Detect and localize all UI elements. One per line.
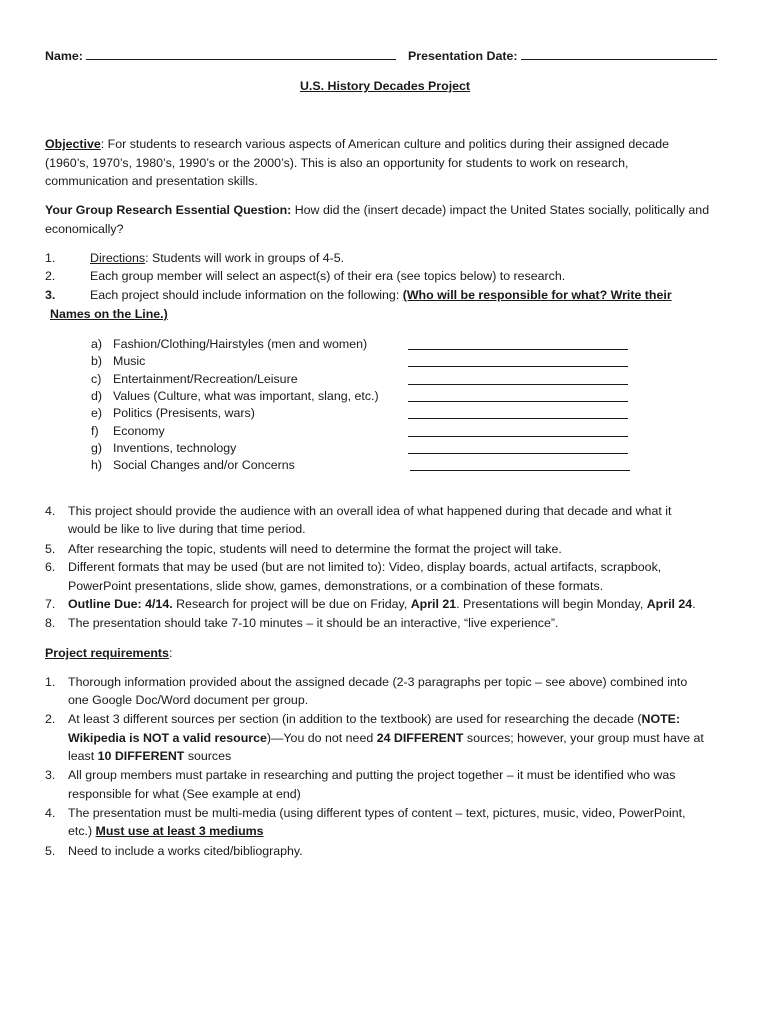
req-4-line-1: The presentation must be multi-media (using different types of content – text, pictures, music, video, PowerPoint, bbox=[68, 806, 686, 820]
research-due-date: April 21 bbox=[410, 597, 457, 611]
topic-item: Social Changes and/or Concerns bbox=[113, 458, 295, 473]
step-5: After researching the topic, students will need to determine the format the project will take. bbox=[68, 542, 562, 556]
req-4-line-2: etc.) Must use at least 3 mediums bbox=[68, 824, 264, 838]
step-6-number: 6. bbox=[45, 560, 56, 574]
req-1-number: 1. bbox=[45, 675, 56, 689]
essential-question-line-1: Your Group Research Essential Question: How did the (insert decade) impact the United States socially, politically and bbox=[45, 203, 710, 217]
step-8-number: 8. bbox=[45, 616, 56, 630]
step-7: Outline Due: 4/14. Research for project will be due on Friday, April 21. Presentations will begin Monday, April 24. bbox=[68, 597, 696, 611]
responsible-note-line-2: Names on the Line.) bbox=[50, 307, 168, 321]
essential-question-line-2: economically? bbox=[45, 222, 124, 236]
presentation-start-date: April 24 bbox=[646, 597, 693, 611]
req-2-line-1: At least 3 different sources per section (in addition to the textbook) are used for researching the decade (NOTE: bbox=[68, 712, 681, 726]
responsible-name-blank[interactable] bbox=[408, 407, 628, 419]
req-3-line-1: All group members must partake in researching and putting the project together – it must be identified who was bbox=[68, 768, 676, 782]
presentation-date-line bbox=[408, 48, 717, 64]
step-1-number: 1. bbox=[45, 251, 56, 265]
topic-letter: e) bbox=[91, 406, 103, 421]
presentation-date-blank[interactable] bbox=[521, 48, 717, 60]
req-2-line-3: least 10 DIFFERENT sources bbox=[68, 749, 232, 763]
step-6-line-1: Different formats that may be used (but are not limited to): Video, display boards, actual artifacts, scrapbook, bbox=[68, 560, 662, 574]
step-4-number: 4. bbox=[45, 504, 56, 518]
topic-letter: h) bbox=[91, 458, 103, 473]
directions-label: Directions bbox=[90, 251, 146, 265]
topic-letter: d) bbox=[91, 388, 103, 403]
req-5: Need to include a works cited/bibliography. bbox=[68, 844, 303, 858]
responsible-name-blank[interactable] bbox=[408, 442, 628, 454]
topic-item: Values (Culture, what was important, slang, etc.) bbox=[113, 388, 379, 403]
req-1-line-1: Thorough information provided about the assigned decade (2-3 paragraphs per topic – see above) combined into bbox=[68, 675, 688, 689]
step-8: The presentation should take 7-10 minutes – it should be an interactive, “live experience”. bbox=[68, 616, 559, 630]
responsible-name-blank[interactable] bbox=[408, 425, 628, 437]
objective-line-2: (1960’s, 1970’s, 1980’s, 1990’s or the 2000’s). This is also an opportunity for students to work on research, bbox=[45, 156, 629, 170]
topic-letter: a) bbox=[91, 337, 103, 351]
topic-letter: c) bbox=[91, 371, 102, 386]
topic-item: Entertainment/Recreation/Leisure bbox=[113, 371, 298, 386]
topic-letter: f) bbox=[91, 423, 99, 438]
req-5-number: 5. bbox=[45, 844, 56, 858]
step-3-number: 3. bbox=[45, 288, 56, 302]
topic-letter: g) bbox=[91, 440, 103, 455]
presentation-date-label: Presentation Date: bbox=[408, 49, 518, 63]
responsible-name-blank[interactable] bbox=[408, 355, 628, 367]
mediums-requirement: Must use at least 3 mediums bbox=[95, 824, 264, 838]
topic-item: Music bbox=[113, 354, 146, 369]
requirements-heading: Project requirements: bbox=[45, 646, 173, 660]
step-3: Each project should include information on the following: (Who will be responsible for what? Write their bbox=[90, 288, 672, 302]
responsible-name-blank[interactable] bbox=[408, 390, 628, 402]
name-line bbox=[45, 48, 396, 64]
name-label: Name: bbox=[45, 49, 83, 63]
topic-item: Fashion/Clothing/Hairstyles (men and women) bbox=[113, 337, 368, 351]
req-3-number: 3. bbox=[45, 768, 56, 782]
req-2-line-2: Wikipedia is NOT a valid resource)—You do not need 24 DIFFERENT sources; however, your group must have at bbox=[68, 731, 704, 745]
responsible-name-blank[interactable] bbox=[408, 338, 628, 350]
responsible-note: (Who will be responsible for what? Write their bbox=[402, 288, 672, 302]
objective-line-3: communication and presentation skills. bbox=[45, 174, 258, 188]
step-6-line-2: PowerPoint presentations, slide show, games, demonstrations, or a combination of these formats. bbox=[68, 579, 604, 593]
step-4-line-2: would be like to live during that time period. bbox=[68, 522, 306, 536]
page-title: U.S. History Decades Project bbox=[299, 79, 471, 93]
req-3-line-2: responsible for what (See example at end) bbox=[68, 787, 301, 801]
req-4-number: 4. bbox=[45, 806, 56, 820]
step-1: Directions: Students will work in groups of 4-5. bbox=[90, 251, 345, 265]
topic-item: Politics (Presisents, wars) bbox=[113, 406, 255, 421]
step-5-number: 5. bbox=[45, 542, 56, 556]
req-2-number: 2. bbox=[45, 712, 56, 726]
step-2: Each group member will select an aspect(s) of their era (see topics below) to research. bbox=[90, 269, 566, 283]
outline-due: Outline Due: 4/14. bbox=[68, 597, 173, 611]
step-2-number: 2. bbox=[45, 269, 56, 283]
responsible-name-blank[interactable] bbox=[408, 373, 628, 385]
objective-label: Objective bbox=[45, 137, 101, 151]
topic-letter: b) bbox=[91, 354, 103, 369]
req-1-line-2: one Google Doc/Word document per group. bbox=[68, 693, 309, 707]
name-blank[interactable] bbox=[86, 48, 396, 60]
step-7-number: 7. bbox=[45, 597, 56, 611]
responsible-name-blank[interactable] bbox=[410, 459, 630, 471]
objective-line-1: Objective: For students to research various aspects of American culture and politics during their assigned decade bbox=[45, 137, 670, 151]
topic-item: Inventions, technology bbox=[113, 440, 237, 455]
step-4-line-1: This project should provide the audience with an overall idea of what happened during that decade and what it bbox=[68, 504, 672, 518]
topic-item: Economy bbox=[113, 423, 165, 438]
essential-question-label: Your Group Research Essential Question: bbox=[45, 203, 292, 217]
